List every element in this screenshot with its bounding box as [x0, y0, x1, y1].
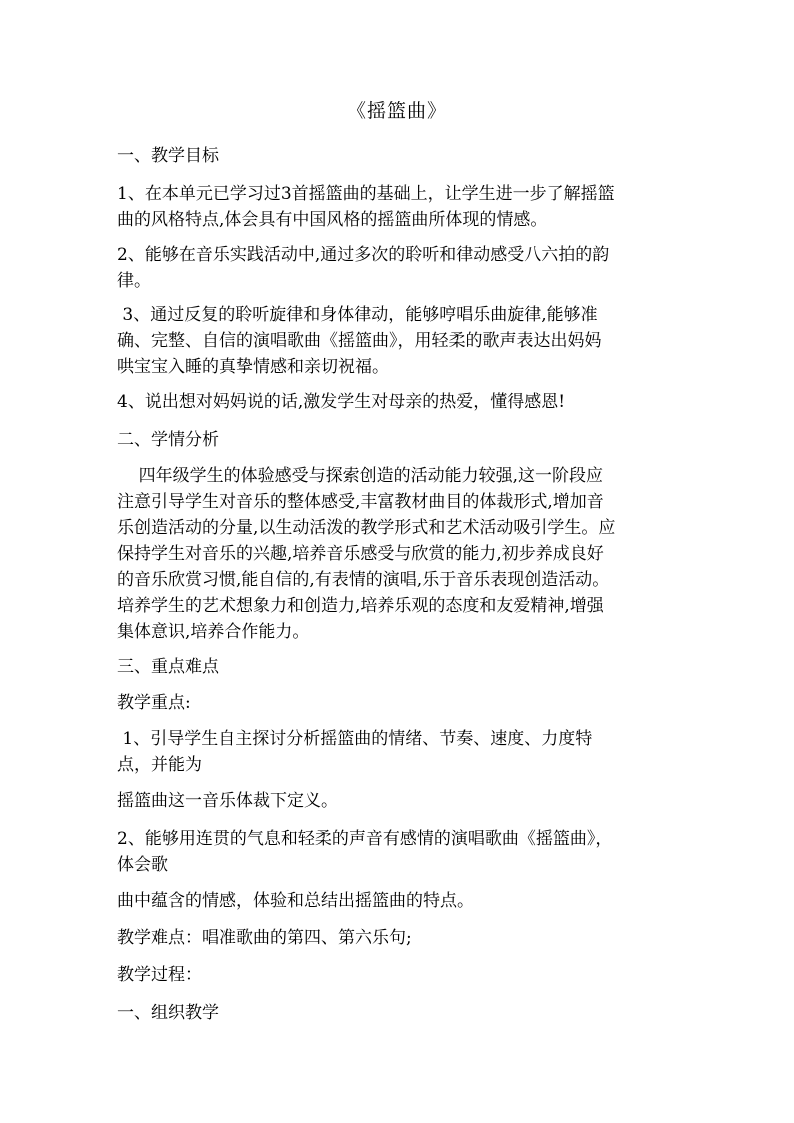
key-point-2-line-3: 曲中蕴含的情感，体验和总结出摇篮曲的特点。	[117, 891, 474, 911]
analysis-line-1: 四年级学生的体验感受与探索创造的活动能力较强,这一阶段应	[117, 466, 604, 486]
heading-key-points: 三、重点难点	[117, 657, 219, 677]
goal-1-line-2: 曲的风格特点,体会具有中国风格的摇篮曲所体现的情感。	[117, 210, 548, 230]
goal-1-line-1: 1、在本单元已学习过3首摇篮曲的基础上，让学生进一步了解摇篮	[117, 184, 615, 204]
analysis-line-4: 保持学生对音乐的兴趣,培养音乐感受与欣赏的能力,初步养成良好	[117, 544, 604, 564]
goal-3-line-2: 确、完整、自信的演唱歌曲《摇篮曲》，用轻柔的歌声表达出妈妈	[117, 331, 602, 351]
goal-2-line-2: 律。	[117, 271, 151, 291]
key-point-1-line-3: 摇篮曲这一音乐体裁下定义。	[117, 791, 338, 811]
key-point-1-line-1: 1、引导学生自主探讨分析摇篮曲的情绪、节奏、速度、力度特	[117, 729, 593, 749]
difficulty-line: 教学难点：唱准歌曲的第四、第六乐句;	[117, 928, 412, 948]
heading-teaching-goals: 一、教学目标	[117, 146, 219, 166]
analysis-line-5: 的音乐欣赏习惯,能自信的,有表情的演唱,乐于音乐表现创造活动。	[117, 570, 610, 590]
analysis-line-2: 注意引导学生对音乐的整体感受,丰富教材曲目的体裁形式,增加音	[117, 492, 604, 512]
analysis-line-7: 集体意识,培养合作能力。	[117, 622, 310, 642]
key-point-2-line-2: 体会歌	[117, 855, 168, 875]
key-points-label: 教学重点:	[117, 693, 191, 713]
analysis-line-3: 乐创造活动的分量,以生动活泼的教学形式和艺术活动吸引学生。应	[117, 518, 616, 538]
key-point-2-line-1: 2、能够用连贯的气息和轻柔的声音有感情的演唱歌曲《摇篮曲》，	[117, 829, 613, 849]
heading-organize-teaching: 一、组织教学	[117, 1003, 219, 1023]
goal-4-line: 4、说出想对妈妈说的话,激发学生对母亲的热爱，懂得感恩!	[117, 392, 566, 412]
document-title: 《摇篮曲》	[346, 100, 447, 122]
key-point-1-line-2: 点，并能为	[117, 755, 202, 775]
goal-3-line-1: 3、通过反复的聆听旋律和身体律动，能够哼唱乐曲旋律,能够准	[117, 305, 598, 325]
analysis-line-6: 培养学生的艺术想象力和创造力,培养乐观的态度和友爱精神,增强	[117, 596, 604, 616]
goal-2-line-1: 2、能够在音乐实践活动中,通过多次的聆听和律动感受八六拍的韵	[117, 245, 610, 265]
goal-3-line-3: 哄宝宝入睡的真挚情感和亲切祝福。	[117, 357, 389, 377]
process-label: 教学过程：	[117, 965, 202, 985]
heading-student-analysis: 二、学情分析	[117, 430, 219, 450]
